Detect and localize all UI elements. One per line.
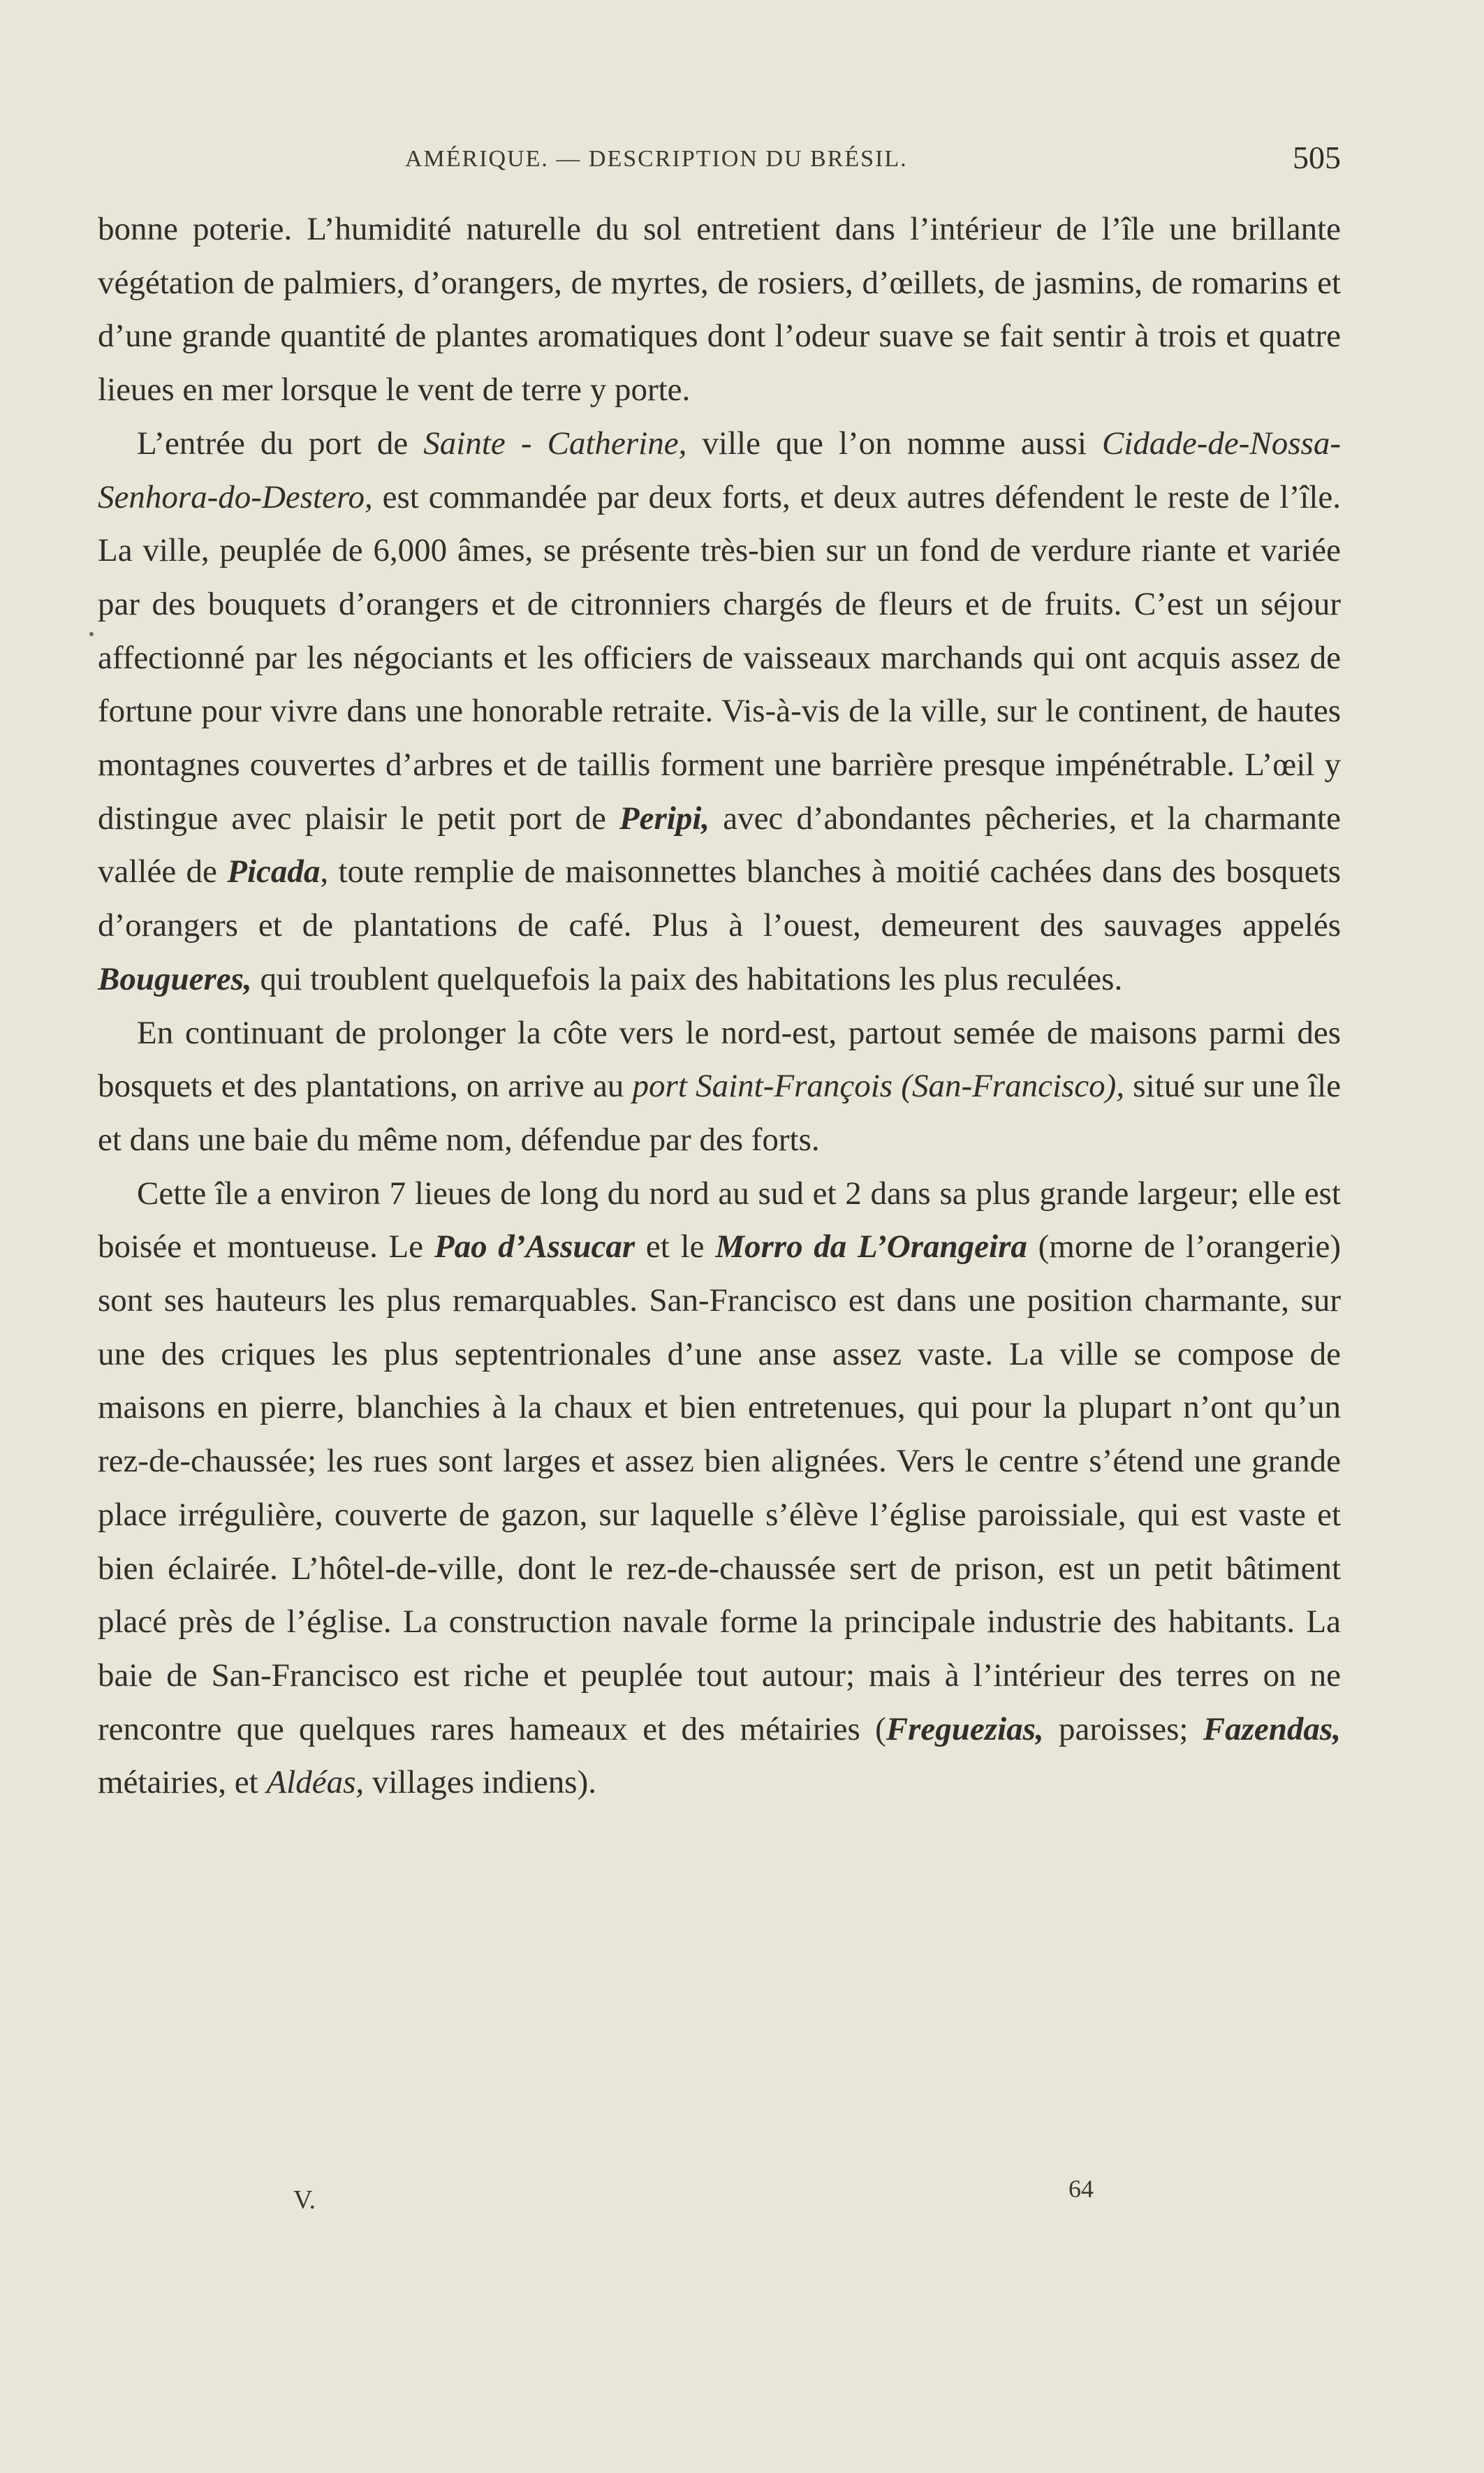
text-run: Picada <box>227 853 321 890</box>
text-run: Freguezias, <box>886 1710 1044 1747</box>
text-run: Fazendas, <box>1203 1710 1341 1747</box>
paragraph-2 <box>98 417 1341 1006</box>
running-title: AMÉRIQUE. — DESCRIPTION DU BRÉSIL. <box>405 146 908 172</box>
text-run: Aldéas, <box>266 1764 365 1801</box>
text-run: Peripi, <box>619 800 710 837</box>
text-run: Morro da L’Orangeira <box>715 1228 1027 1265</box>
text-run: (morne de l’orangerie) sont ses hauteurs les plus remarquables. San-Francisco est dans une position charmante, sur une des criques les plus septentrionales d’une anse assez vaste. La ville se compose de maisons en pierre, blanchies à la chaux et bien entretenues, qui pour la plupart n’ont qu’un rez-de-chaussée; les rues sont larges et assez bien alignées. Vers le centre s’étend une grande place irrégulière, couverte de gazon, sur laquelle s’élève l’église paroissiale, qui est vaste et bien éclairée. L’hôtel-de-ville, dont le rez-de-chaussée sert de prison, est un petit bâtiment placé près de l’église. La construction navale forme la principale industrie des habitants. La baie de San-Francisco est riche et peuplée tout autour; mais à l’intérieur des terres on ne rencontre que quelques rares hameaux et des métairies ( <box>98 1228 1341 1747</box>
paragraph-3 <box>98 1006 1341 1167</box>
text-run: ville que l’on nomme aussi <box>686 425 1102 462</box>
text-run: Sainte - Catherine, <box>423 425 687 462</box>
page-number: 505 <box>1293 140 1341 175</box>
text-run: qui troublent quelquefois la paix des habitations les plus reculées. <box>251 960 1123 997</box>
body-text <box>98 203 1341 1810</box>
text-run: avec d’abondantes pêcheries, et la charmante vallée de <box>98 800 1341 890</box>
text-run: Bougueres, <box>98 960 252 997</box>
text-run: paroisses; <box>1043 1710 1203 1747</box>
text-run: port Saint-François (San-Francisco), <box>632 1068 1125 1105</box>
text-run: est commandée par deux forts, et deux autres défendent le reste de l’île. La ville, peuplée de 6,000 âmes, se présente très-bien sur un fond de verdure riante et variée par des bouquets d’orangers et de citronniers chargés de fleurs et de fruits. C’est un séjour affectionné par les négociants et les officiers de vaisseaux marchands qui ont acquis assez de fortune pour vivre dans une honorable retraite. Vis-à-vis de la ville, sur le continent, de hautes montagnes couvertes d’arbres et de taillis forment une barrière presque impénétrable. L’œil y distingue avec plaisir le petit port de <box>98 478 1341 837</box>
signature-mark: V. <box>293 2185 316 2215</box>
text-run: L’entrée du port de <box>137 425 424 462</box>
text-run: En continuant de prolonger la côte vers le nord-est, partout semée de maisons parmi des bosquets et des plantations, on arrive au <box>98 1014 1341 1105</box>
text-run: Cidade-de-Nossa-Senhora-do-Destero, <box>98 425 1341 515</box>
page-footer <box>98 2175 1341 2228</box>
sheet-number: 64 <box>1068 2175 1094 2203</box>
text-run: et le <box>635 1228 716 1265</box>
paragraph-4 <box>98 1167 1341 1810</box>
text-run: métairies, et <box>98 1764 267 1801</box>
text-run: situé sur une île et dans une baie du même nom, défendue par des forts. <box>98 1068 1341 1158</box>
text-run: bonne poterie. L’humidité naturelle du sol entretient dans l’intérieur de l’île une brillante végétation de palmiers, d’orangers, de myrtes, de rosiers, d’œillets, de jasmins, de romarins et d’une grande quantité de plantes aromatiques dont l’odeur suave se fait sentir à trois et quatre lieues en mer lorsque le vent de terre y porte. <box>98 211 1341 409</box>
page-header <box>98 138 1341 180</box>
text-run: Pao d’Assucar <box>434 1228 636 1265</box>
text-run: , toute remplie de maisonnettes blanches à moitié cachées dans des bosquets d’orangers et de plantations de café. Plus à l’ouest, demeurent des sauvages appelés <box>98 853 1341 944</box>
text-run: villages indiens). <box>364 1764 596 1801</box>
paragraph-1 <box>98 203 1341 417</box>
text-run: Cette île a environ 7 lieues de long du nord au sud et 2 dans sa plus grande largeur; elle est boisée et montueuse. Le <box>98 1175 1341 1265</box>
margin-speck <box>89 632 94 636</box>
